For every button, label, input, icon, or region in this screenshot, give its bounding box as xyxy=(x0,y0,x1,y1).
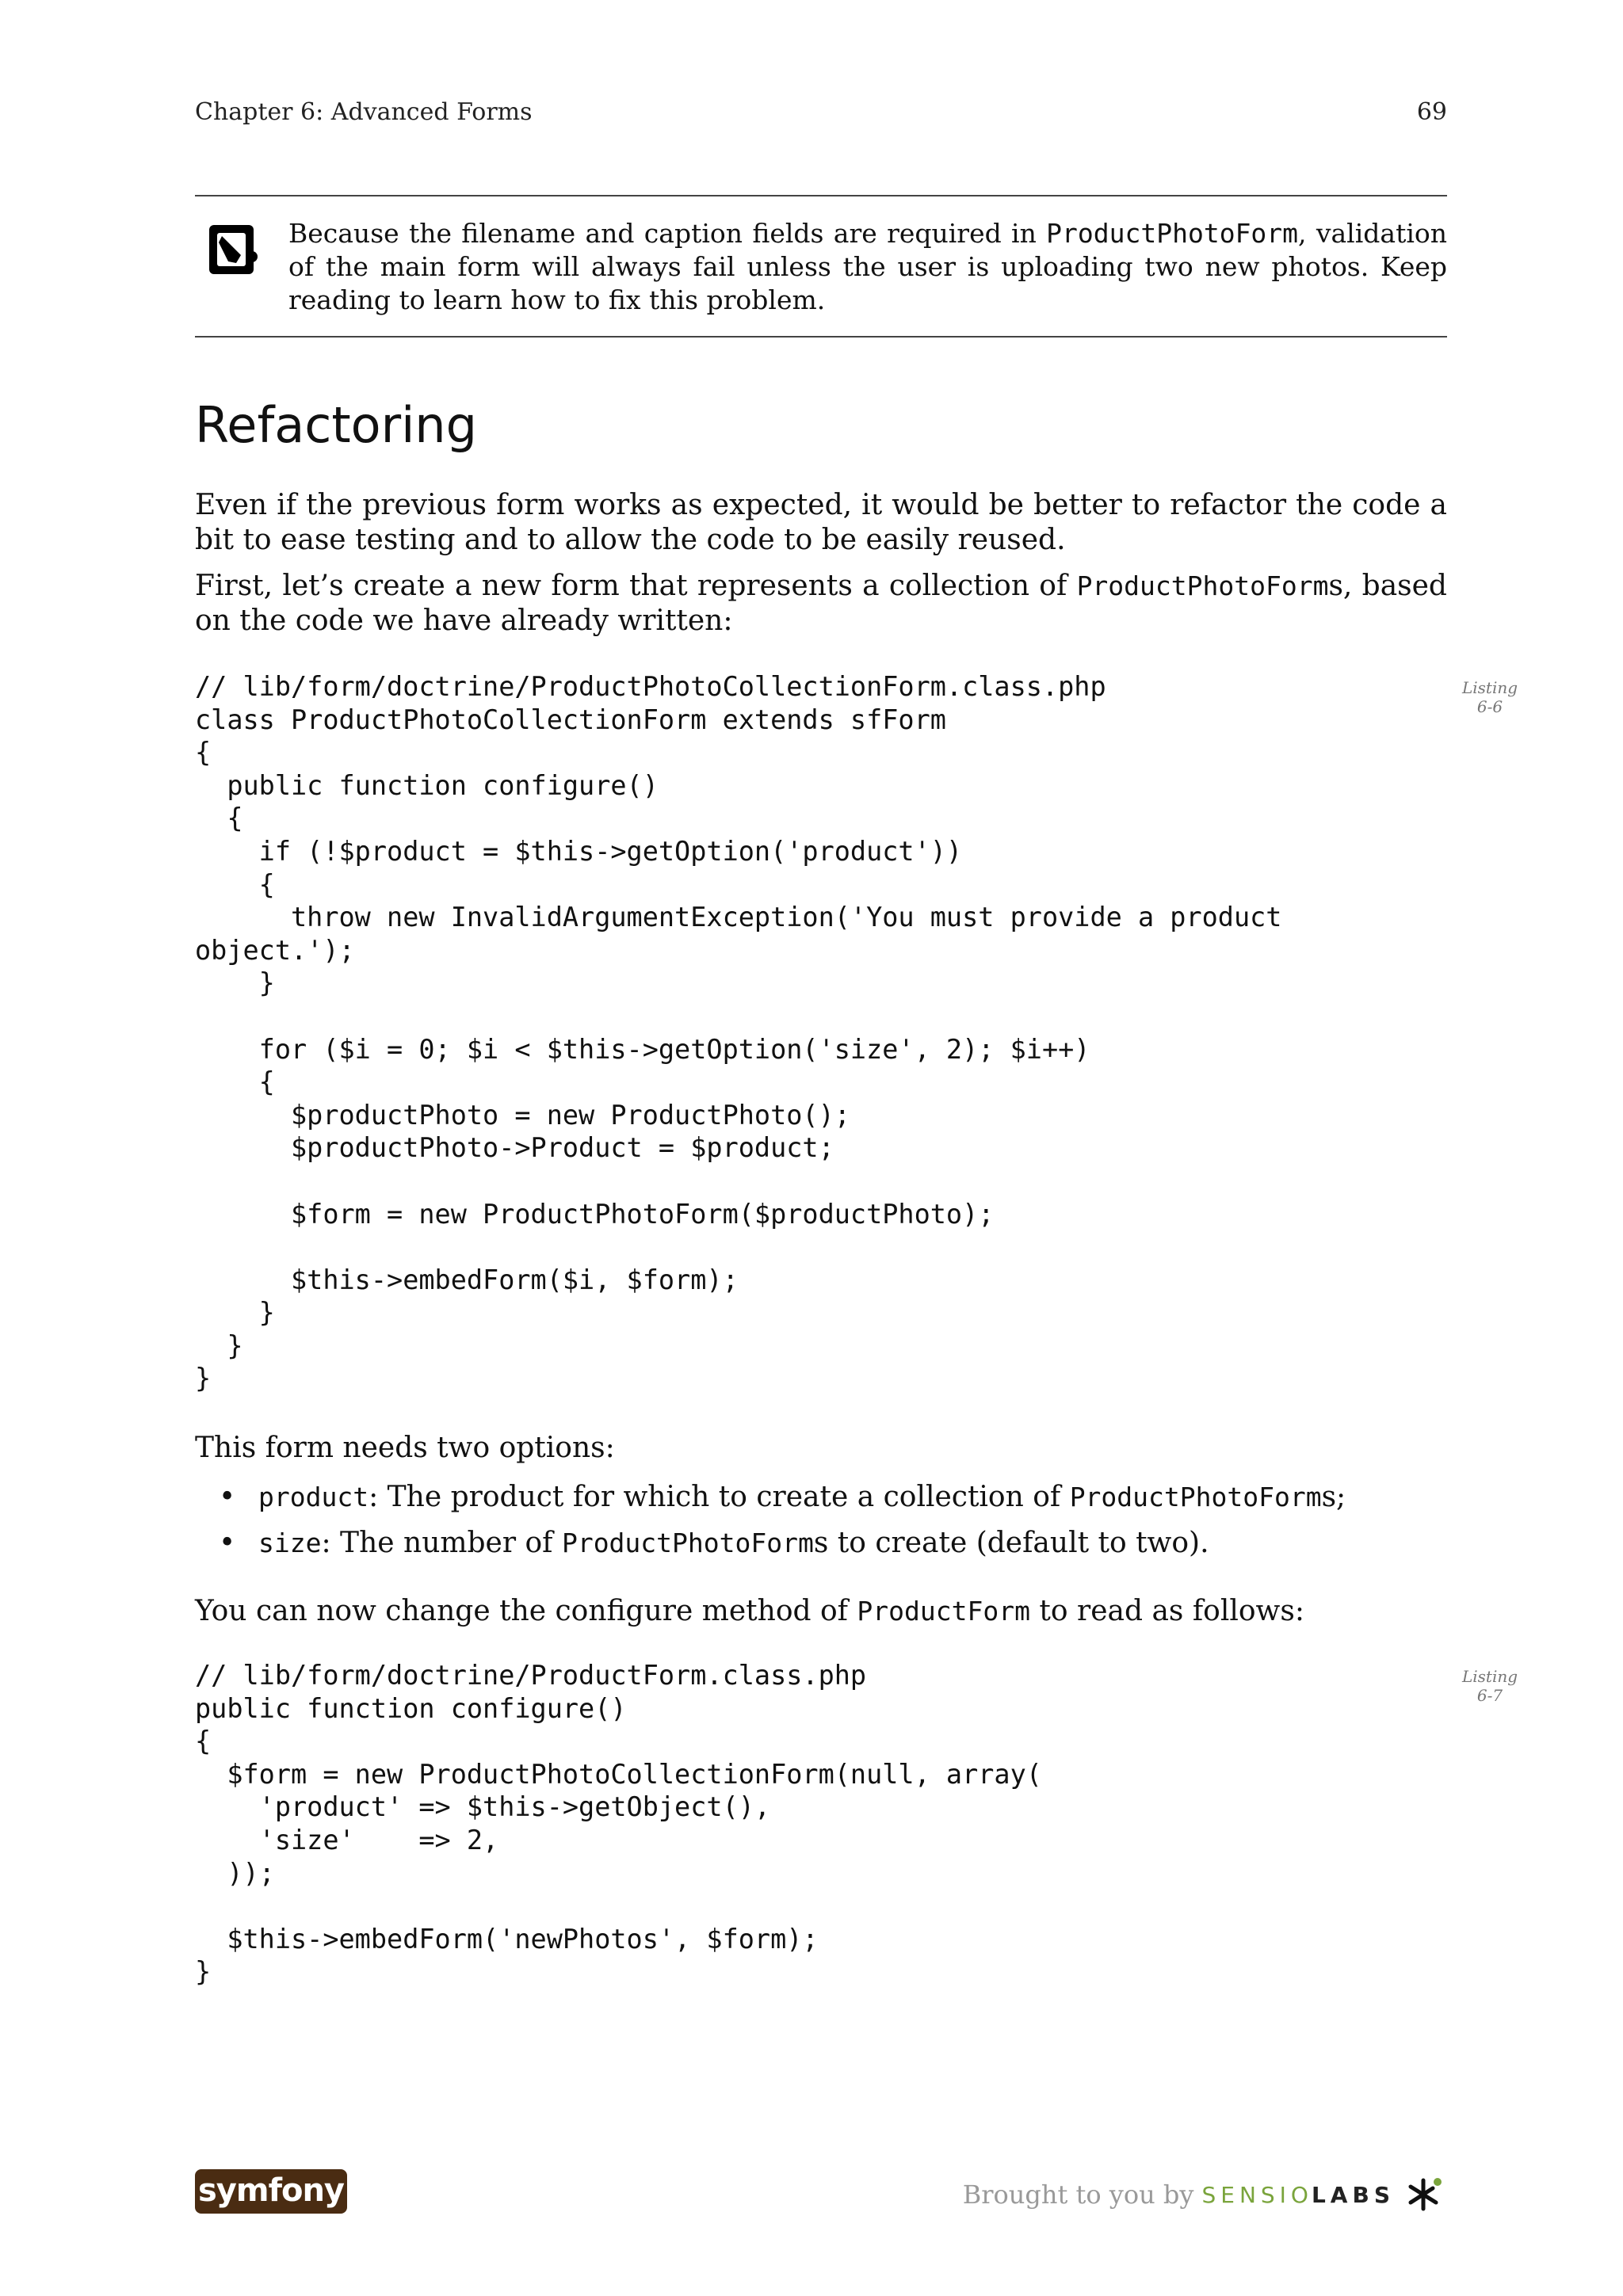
options-paragraph: This form needs two options: xyxy=(195,1432,615,1464)
brought-by-text: Brought to you by xyxy=(962,2180,1194,2210)
configure-paragraph xyxy=(195,1594,1447,1629)
note-code: ProductPhotoForm xyxy=(1046,218,1299,249)
list-item xyxy=(195,1480,1447,1526)
code-listing-6-7: // lib/form/doctrine/ProductForm.class.php public function configure() { $form = new ProductPhotoCollectionForm(null, array( 'product' => $this->getObject(), 'size' => 2, )); $this->embedForm('newPhotos', $form); } xyxy=(195,1660,1042,1988)
listing-word: Listing xyxy=(1461,678,1518,697)
inline-code: ProductPhotoForm xyxy=(561,1527,814,1558)
option-text: : The number of xyxy=(321,1527,562,1559)
list-item xyxy=(195,1526,1447,1572)
paragraph-text: to read as follows: xyxy=(1029,1595,1304,1627)
listing-number: 6-6 xyxy=(1476,697,1503,716)
intro-paragraph: Even if the previous form works as expected, it would be better to refactor the code a bit to ease testing and to allow the code to be easily reused. xyxy=(195,489,1447,556)
options-list xyxy=(195,1480,1447,1572)
option-text: : The product for which to create a collection of xyxy=(369,1481,1070,1513)
code-listing-6-6: // lib/form/doctrine/ProductPhotoCollectionForm.class.php class ProductPhotoCollectionForm extends sfForm { public function configure() { if (!$product = $this->getOption('product')) { throw new InvalidArgumentException('You must provide a product object.'); } for ($i = 0; $i < $this->getOption('size', 2); $i++) { $productPhoto = new ProductPhoto(); $productPhoto->Product = $product; $form = new ProductPhotoForm($productPhoto); $this->embedForm($i, $form); } } } xyxy=(195,671,1282,1394)
note-text-end: , validation of the main form will always fail unless the user is uploading two new photos. Keep reading to learn how to fix this problem. xyxy=(288,218,1448,315)
collection-paragraph xyxy=(195,569,1447,639)
paragraph-text: s, based on the code we have already written: xyxy=(195,570,1447,637)
option-text: s to create (default to two). xyxy=(813,1527,1209,1559)
bullet: • xyxy=(219,1527,236,1559)
paragraph-text: You can now change the configure method of xyxy=(195,1595,857,1627)
sensiolabs-star-icon xyxy=(1403,2174,1444,2215)
bullet: • xyxy=(219,1481,236,1513)
inline-code: ProductPhotoForm xyxy=(1076,570,1329,601)
sensio-text: SENSIO xyxy=(1201,2181,1313,2208)
symfony-logo: symfony xyxy=(195,2169,347,2214)
note-box xyxy=(195,195,1447,338)
listing-label xyxy=(1450,1667,1529,1705)
option-name: product xyxy=(258,1482,369,1512)
option-text: s; xyxy=(1321,1481,1346,1513)
section-title: Refactoring xyxy=(195,396,477,454)
sensiolabs-credit xyxy=(963,2172,1444,2217)
listing-label xyxy=(1450,678,1529,716)
paragraph-text: First, let’s create a new form that represents a collection of xyxy=(195,570,1077,602)
listing-number: 6-7 xyxy=(1476,1686,1503,1705)
inline-code: ProductPhotoForm xyxy=(1069,1482,1322,1512)
note-text xyxy=(288,217,1447,317)
chapter-title: Chapter 6: Advanced Forms xyxy=(195,98,533,126)
note-text-start: Because the filename and caption fields are required in xyxy=(288,218,1047,249)
note-pencil-icon xyxy=(206,222,258,279)
inline-code: ProductForm xyxy=(857,1596,1030,1627)
labs-text: LABS xyxy=(1311,2181,1395,2208)
page-number: 69 xyxy=(1416,98,1447,126)
option-name: size xyxy=(258,1527,322,1558)
listing-word: Listing xyxy=(1461,1667,1518,1686)
